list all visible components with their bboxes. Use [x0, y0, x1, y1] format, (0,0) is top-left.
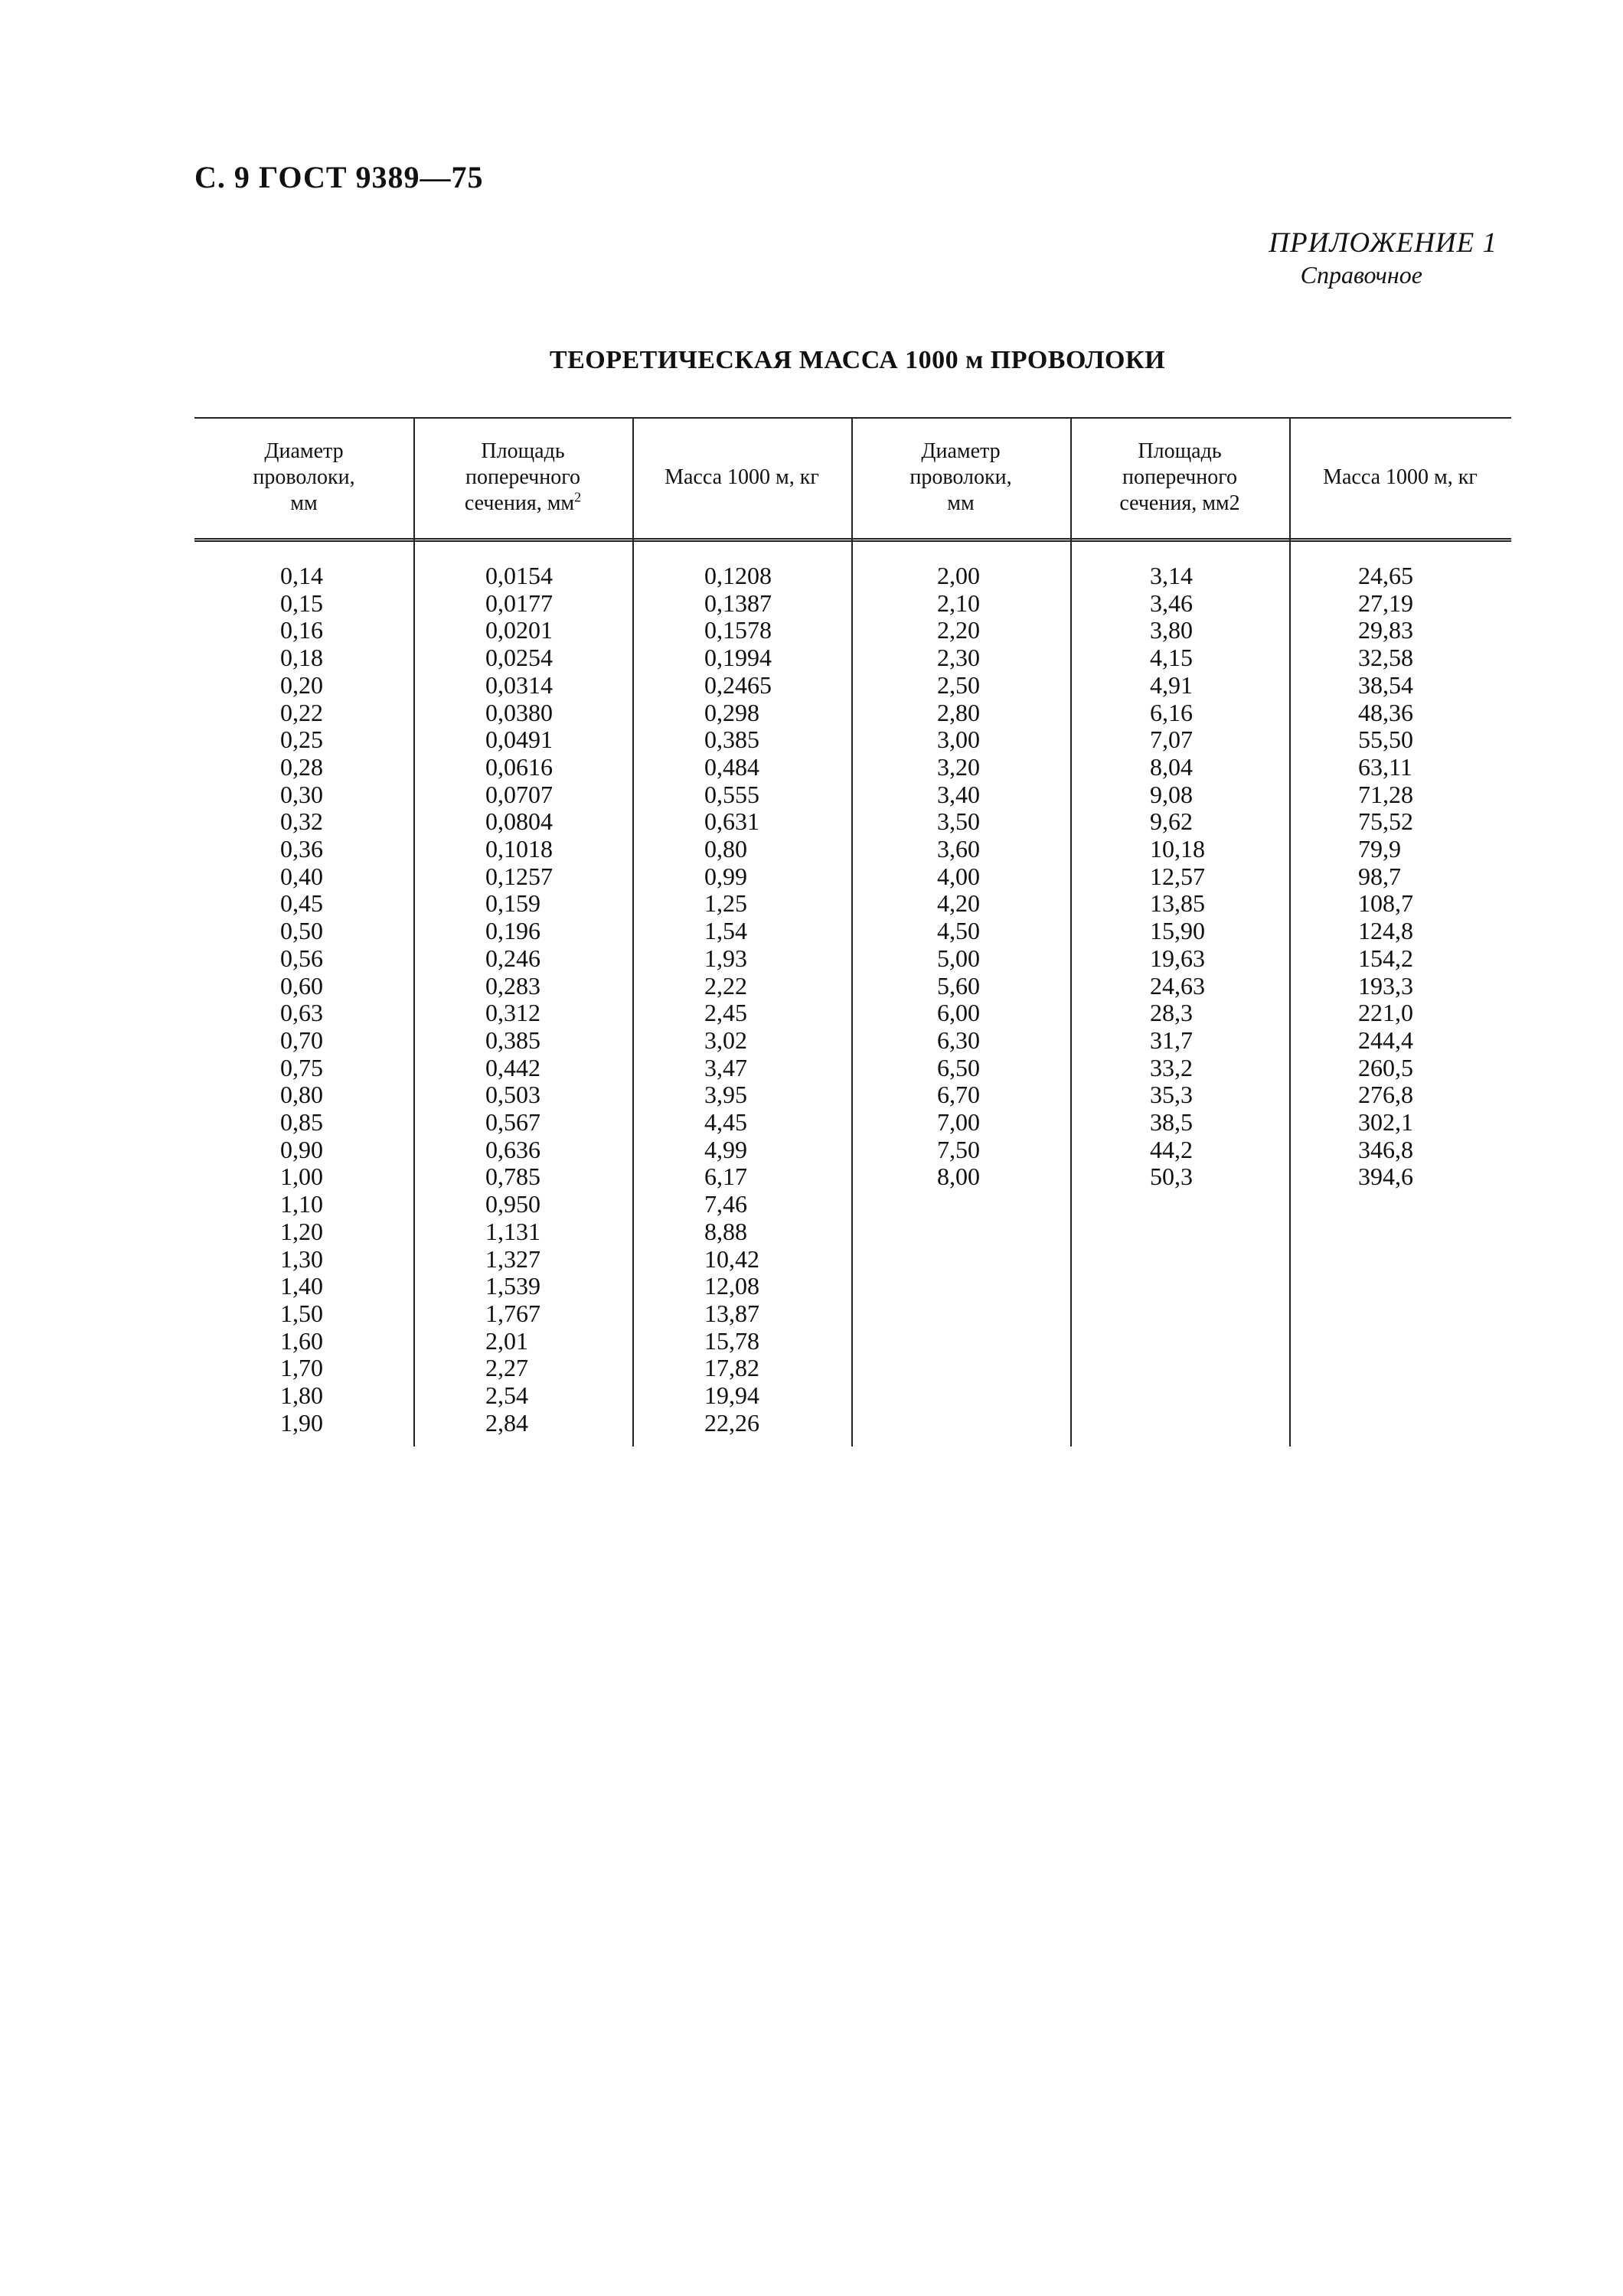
table-cell: 12,57 — [1150, 862, 1205, 890]
table-cell: 6,17 — [704, 1163, 747, 1191]
table-cell: 5,60 — [937, 971, 980, 1000]
table-cell: 0,1018 — [485, 835, 553, 863]
column-divider — [851, 417, 853, 1446]
col-header-diameter-2: Диаметр проволоки, мм — [909, 439, 1012, 515]
table-cell: 4,20 — [937, 889, 980, 918]
table-cell: 1,327 — [485, 1244, 540, 1273]
table-cell: 2,30 — [937, 644, 980, 672]
table-cell: 71,28 — [1358, 780, 1413, 808]
table-cell: 0,28 — [280, 752, 323, 781]
table-cell: 38,5 — [1150, 1108, 1193, 1137]
table-cell: 221,0 — [1358, 999, 1413, 1027]
table-cell: 6,70 — [937, 1081, 980, 1109]
table-cell: 0,0254 — [485, 644, 553, 672]
table-cell: 1,30 — [280, 1244, 323, 1273]
column-divider — [1289, 417, 1291, 1446]
table-cell: 108,7 — [1358, 889, 1413, 918]
table-cell: 1,539 — [485, 1272, 540, 1300]
table-cell: 8,88 — [704, 1217, 747, 1245]
table-cell: 3,50 — [937, 807, 980, 836]
table-cell: 15,78 — [704, 1326, 759, 1355]
table-cell: 0,196 — [485, 917, 540, 945]
table-cell: 0,36 — [280, 835, 323, 863]
column-divider — [413, 417, 415, 1446]
table-cell: 17,82 — [704, 1354, 759, 1382]
table-cell: 0,70 — [280, 1026, 323, 1054]
table-cell: 3,95 — [704, 1081, 747, 1109]
table-cell: 394,6 — [1358, 1163, 1413, 1191]
table-cell: 0,22 — [280, 698, 323, 726]
table-cell: 7,50 — [937, 1135, 980, 1163]
table-cell: 0,99 — [704, 862, 747, 890]
table-cell: 10,42 — [704, 1244, 759, 1273]
table-cell: 0,503 — [485, 1081, 540, 1109]
table-cell: 9,08 — [1150, 780, 1193, 808]
table-cell: 0,0177 — [485, 589, 553, 617]
table-cell: 24,65 — [1358, 562, 1413, 589]
table-cell: 33,2 — [1150, 1053, 1193, 1081]
table-cell: 1,767 — [485, 1299, 540, 1327]
table-cell: 0,0707 — [485, 780, 553, 808]
table-cell: 346,8 — [1358, 1135, 1413, 1163]
table-cell: 0,1994 — [704, 644, 772, 672]
table-cell: 0,15 — [280, 589, 323, 617]
table-cell: 38,54 — [1358, 670, 1413, 699]
table-cell: 15,90 — [1150, 917, 1205, 945]
table-cell: 1,50 — [280, 1299, 323, 1327]
table-cell: 0,14 — [280, 562, 323, 589]
table-cell: 22,26 — [704, 1408, 759, 1437]
table-cell: 0,312 — [485, 999, 540, 1027]
table-cell: 2,00 — [937, 562, 980, 589]
table-cell: 0,16 — [280, 616, 323, 644]
table-cell: 0,950 — [485, 1190, 540, 1218]
col-header-area-2: Площадь поперечного сечения, мм2 — [1119, 439, 1240, 515]
table-cell: 0,80 — [704, 835, 747, 863]
table-cell: 24,63 — [1150, 971, 1205, 1000]
table-cell: 2,50 — [937, 670, 980, 699]
table-cell: 2,80 — [937, 698, 980, 726]
table-cell: 0,636 — [485, 1135, 540, 1163]
table-cell: 0,30 — [280, 780, 323, 808]
table-cell: 0,40 — [280, 862, 323, 890]
table-cell: 0,2465 — [704, 670, 772, 699]
table-cell: 0,56 — [280, 944, 323, 972]
table-cell: 124,8 — [1358, 917, 1413, 945]
table-cell: 8,04 — [1150, 752, 1193, 781]
table-cell: 0,18 — [280, 644, 323, 672]
table-cell: 4,50 — [937, 917, 980, 945]
table-cell: 0,484 — [704, 752, 759, 781]
column-mass — [704, 563, 772, 1437]
appendix-label: ПРИЛОЖЕНИЕ 1 — [1269, 227, 1497, 259]
table-cell: 0,442 — [485, 1053, 540, 1081]
column-area-2 — [1150, 563, 1205, 1191]
table-cell: 0,385 — [485, 1026, 540, 1054]
table-cell: 6,00 — [937, 999, 980, 1027]
table-cell: 2,27 — [485, 1354, 528, 1382]
table-cell: 0,50 — [280, 917, 323, 945]
table-cell: 0,385 — [704, 726, 759, 754]
table-cell: 3,14 — [1150, 562, 1193, 589]
appendix-type: Справочное — [1300, 261, 1422, 289]
table-title: ТЕОРЕТИЧЕСКАЯ МАССА 1000 м ПРОВОЛОКИ — [549, 346, 1166, 374]
table-cell: 244,4 — [1358, 1026, 1413, 1054]
appendix-block — [1269, 227, 1497, 289]
table-cell: 0,246 — [485, 944, 540, 972]
table-cell: 5,00 — [937, 944, 980, 972]
table-cell: 27,19 — [1358, 589, 1413, 617]
table-cell: 0,0491 — [485, 726, 553, 754]
table-cell: 1,131 — [485, 1217, 540, 1245]
col-header-mass-2: Масса 1000 м, кг — [1323, 465, 1478, 489]
table-cell: 1,20 — [280, 1217, 323, 1245]
table-cell: 4,99 — [704, 1135, 747, 1163]
table-cell: 0,283 — [485, 971, 540, 1000]
header-bottom-rule — [194, 538, 1511, 542]
table-cell: 1,70 — [280, 1354, 323, 1382]
table-cell: 1,10 — [280, 1190, 323, 1218]
table-cell: 1,54 — [704, 917, 747, 945]
column-divider — [1070, 417, 1072, 1446]
table-cell: 0,45 — [280, 889, 323, 918]
table-cell: 7,07 — [1150, 726, 1193, 754]
table-cell: 154,2 — [1358, 944, 1413, 972]
table-cell: 7,46 — [704, 1190, 747, 1218]
table-cell: 19,94 — [704, 1381, 759, 1410]
table-cell: 260,5 — [1358, 1053, 1413, 1081]
table-cell: 2,45 — [704, 999, 747, 1027]
table-cell: 0,25 — [280, 726, 323, 754]
column-diameter — [280, 563, 323, 1437]
table-cell: 1,00 — [280, 1163, 323, 1191]
table-cell: 2,20 — [937, 616, 980, 644]
table-cell: 6,16 — [1150, 698, 1193, 726]
table-cell: 3,46 — [1150, 589, 1193, 617]
table-cell: 0,0616 — [485, 752, 553, 781]
table-cell: 35,3 — [1150, 1081, 1193, 1109]
table-cell: 10,18 — [1150, 835, 1205, 863]
table-cell: 0,32 — [280, 807, 323, 836]
table-cell: 3,02 — [704, 1026, 747, 1054]
table-cell: 12,08 — [704, 1272, 759, 1300]
table-cell: 3,80 — [1150, 616, 1193, 644]
table-cell: 98,7 — [1358, 862, 1401, 890]
table-cell: 0,1578 — [704, 616, 772, 644]
column-divider — [632, 417, 634, 1446]
col-header-diameter: Диаметр проволоки, мм — [253, 439, 355, 515]
table-cell: 0,785 — [485, 1163, 540, 1191]
table-cell: 1,93 — [704, 944, 747, 972]
table-cell: 0,555 — [704, 780, 759, 808]
table-cell: 0,567 — [485, 1108, 540, 1137]
table-cell: 13,87 — [704, 1299, 759, 1327]
table-cell: 29,83 — [1358, 616, 1413, 644]
col-header-area: Площадь поперечного сечения, $мм^2$ — [464, 439, 582, 515]
table-cell: 302,1 — [1358, 1108, 1413, 1137]
table-cell: 3,20 — [937, 752, 980, 781]
table-cell: 0,159 — [485, 889, 540, 918]
table-cell: 3,40 — [937, 780, 980, 808]
table-cell: 1,40 — [280, 1272, 323, 1300]
table-cell: 75,52 — [1358, 807, 1413, 836]
table-cell: 0,0201 — [485, 616, 553, 644]
table-cell: 0,20 — [280, 670, 323, 699]
table-cell: 44,2 — [1150, 1135, 1193, 1163]
table-cell: 2,84 — [485, 1408, 528, 1437]
table-cell: 4,45 — [704, 1108, 747, 1137]
table-cell: 0,63 — [280, 999, 323, 1027]
table-cell: 13,85 — [1150, 889, 1205, 918]
mass-table — [194, 417, 1511, 1446]
table-cell: 3,60 — [937, 835, 980, 863]
column-area — [485, 563, 553, 1437]
column-mass-2 — [1358, 563, 1413, 1191]
table-cell: 8,00 — [937, 1163, 980, 1191]
table-cell: 48,36 — [1358, 698, 1413, 726]
table-cell: 0,1257 — [485, 862, 553, 890]
column-diameter-2 — [937, 563, 980, 1191]
table-cell: 4,15 — [1150, 644, 1193, 672]
table-cell: 1,60 — [280, 1326, 323, 1355]
table-cell: 0,0154 — [485, 562, 553, 589]
table-cell: 0,80 — [280, 1081, 323, 1109]
table-cell: 32,58 — [1358, 644, 1413, 672]
table-cell: 3,47 — [704, 1053, 747, 1081]
col-header-mass: Масса 1000 м, кг — [665, 465, 819, 489]
table-cell: 276,8 — [1358, 1081, 1413, 1109]
table-cell: 50,3 — [1150, 1163, 1193, 1191]
table-cell: 31,7 — [1150, 1026, 1193, 1054]
table-cell: 79,9 — [1358, 835, 1401, 863]
table-cell: 63,11 — [1358, 752, 1412, 781]
table-cell: 6,30 — [937, 1026, 980, 1054]
table-cell: 4,91 — [1150, 670, 1193, 699]
table-cell: 1,25 — [704, 889, 747, 918]
table-cell: 55,50 — [1358, 726, 1413, 754]
table-cell: 0,75 — [280, 1053, 323, 1081]
table-cell: 0,631 — [704, 807, 759, 836]
table-cell: 0,0804 — [485, 807, 553, 836]
table-cell: 28,3 — [1150, 999, 1193, 1027]
table-cell: 1,90 — [280, 1408, 323, 1437]
table-cell: 6,50 — [937, 1053, 980, 1081]
table-cell: 0,60 — [280, 971, 323, 1000]
table-cell: 1,80 — [280, 1381, 323, 1410]
table-cell: 0,1208 — [704, 562, 772, 589]
table-cell: 2,22 — [704, 971, 747, 1000]
table-cell: 0,90 — [280, 1135, 323, 1163]
table-cell: 0,1387 — [704, 589, 772, 617]
table-cell: 4,00 — [937, 862, 980, 890]
page-header: С. 9 ГОСТ 9389—75 — [194, 160, 484, 194]
table-cell: 193,3 — [1358, 971, 1413, 1000]
table-cell: 9,62 — [1150, 807, 1193, 836]
table-cell: 2,54 — [485, 1381, 528, 1410]
table-cell: 0,85 — [280, 1108, 323, 1137]
table-cell: 2,01 — [485, 1326, 528, 1355]
table-cell: 0,0314 — [485, 670, 553, 699]
table-cell: 3,00 — [937, 726, 980, 754]
table-cell: 19,63 — [1150, 944, 1205, 972]
table-cell: 0,0380 — [485, 698, 553, 726]
table-cell: 0,298 — [704, 698, 759, 726]
table-cell: 7,00 — [937, 1108, 980, 1137]
table-cell: 2,10 — [937, 589, 980, 617]
